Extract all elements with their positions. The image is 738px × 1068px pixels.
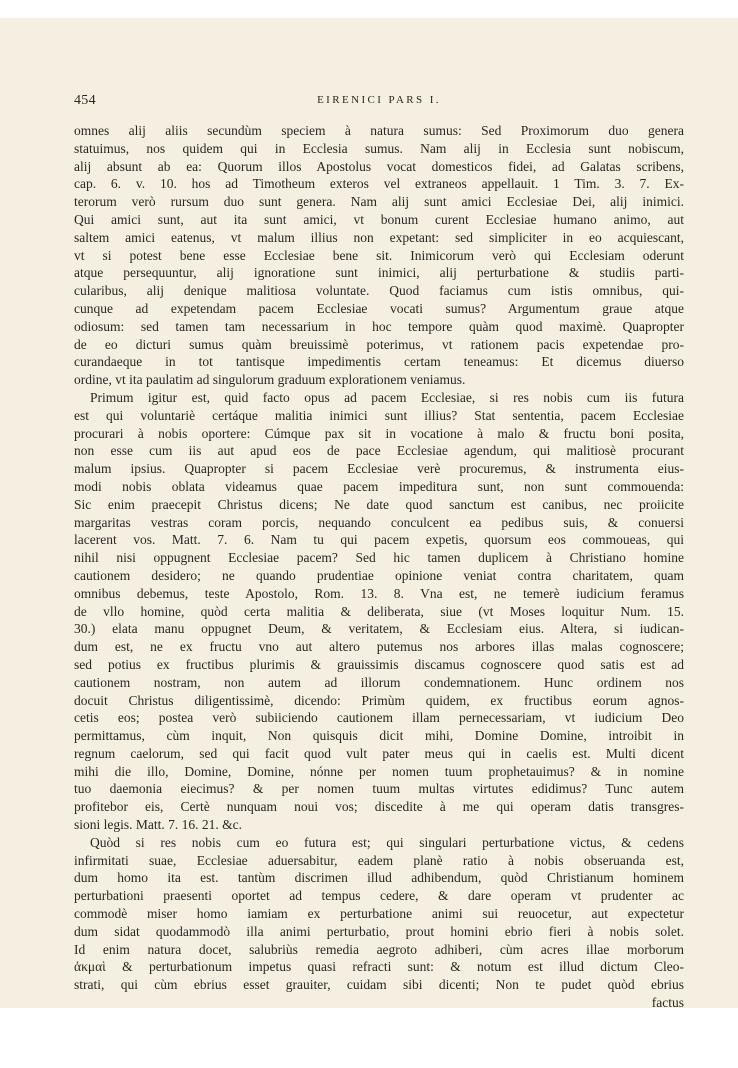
text-line: nihil nisi oppugnent Ecclesiae pacem? Sed hic tamen duplicem à Christiano homine [74, 550, 684, 566]
page-number: 454 [74, 93, 96, 108]
text-line: est qui voluntariè certáque malitia inimici sunt illius? Stat sententia, pacem Ecclesiae [74, 407, 684, 423]
text-line: cap. 6. v. 10. hos ad Timotheum exteros vel extraneos appellauit. 1 Tim. 3. 7. Ex- [74, 176, 684, 192]
text-line: cularibus, alij denique malitiosa voluntate. Quod faciamus cum istis omnibus, qui- [74, 283, 684, 299]
text-line: saltem amici eatenus, vt malum illius non expetant: sed simpliciter in eo acquiescant, [74, 229, 684, 245]
text-line: Id enim natura docet, salubriùs remedia aegroto adhiberi, cùm acres illae morborum [74, 941, 684, 957]
text-line: profitebor eis, Certè nunquam noui vos; discedite à me qui operam datis transgres- [74, 799, 684, 815]
text-line: infirmitati suae, Ecclesiae aduersabitur, eadem planè ratio à nobis obseruanda est, [74, 852, 684, 868]
book-page [0, 18, 738, 1011]
text-line: cetis eos; postea verò subiiciendo cautionem illam pernecessariam, vt iudicium Deo [74, 710, 684, 726]
text-line: dum est, ne ex fructu vno aut altero putemus nos arbores illas malas cognoscere; [74, 639, 684, 655]
body-text [74, 122, 684, 1012]
text-line: malum ipsius. Quapropter si pacem Ecclesiae verè procuremus, & instrumenta eius- [74, 461, 684, 477]
paragraph [74, 389, 684, 834]
text-line: strati, qui cùm ebrius esset grauiter, cuidam sibi dicenti; Non te pudet quòd ebrius [74, 977, 684, 993]
catchword: factus [651, 995, 684, 1011]
text-line: perturbationi praesenti oportet ad tempus cedere, & dare operam vt prudenter ac [74, 888, 684, 904]
text-line: cautionem nostram, non autem ad illorum condemnationem. Hunc ordinem nos [74, 674, 684, 690]
text-line: Qui amici sunt, aut ita sunt amici, vt bonum curent Ecclesiae humano animo, aut [74, 211, 684, 227]
text-line: permittamus, cùm inquit, Non quisquis dicit mihi, Domine Domine, introibit in [74, 728, 684, 744]
text-line: sed potius ex fructibus plurimis & grauissimis discamus cognoscere quod satis est ad [74, 656, 684, 672]
text-line: de vllo homine, quòd certa malitia & deliberata, siue (vt Moses loquitur Num. 15. [74, 603, 684, 619]
text-line: regnum caelorum, sed qui facit quod vult pater meus qui in caelis est. Multi dicent [74, 745, 684, 761]
text-line: modi nobis oblata videamus quae pacem impeditura sunt, non sunt commouenda: [74, 478, 684, 494]
text-line: 30.) elata manu oppugnet Deum, & veritatem, & Ecclesiam eius. Altera, si iudican- [74, 621, 684, 637]
text-line: sioni legis. Matt. 7. 16. 21. &c. [74, 817, 242, 833]
paragraph [74, 122, 684, 389]
text-line: non esse cum iis aut apud eos de pace Ecclesiae agendum, qui malitiosè procurant [74, 443, 684, 459]
text-line: Quòd si res nobis cum eo futura est; qui singulari perturbatione victus, & cedens [90, 834, 684, 850]
text-line: omnibus debemus, teste Apostolo, Rom. 13. 8. Vna est, ne temerè iudicium feramus [74, 585, 684, 601]
text-line: mihi die illo, Domine, Domine, nónne per nomen tuum prophetauimus? & in nomine [74, 763, 684, 779]
text-line: odiosum: sed tamen tam necessarium in hoc tempore quàm quod maximè. Quapropter [74, 318, 684, 334]
text-line: docuit Christus diligentissimè, dicendo: Primùm quidem, ex fructibus eorum agnos- [74, 692, 684, 708]
text-line: tuo daemonia eiecimus? & per nomen tuum multas virtutes edidimus? Tunc autem [74, 781, 684, 797]
text-line: alij absunt ab ea: Quorum illos Apostolus vocat domesticos fidei, ad Galatas scribens, [74, 158, 684, 174]
text-line: ἀκμαὶ & perturbationum impetus quasi refracti sunt: & notum est illud dictum Cleo- [74, 959, 684, 975]
text-line: de eo dicturi sumus quàm breuissimè poterimus, vt rationem pacis expetendae pro- [74, 336, 684, 352]
text-line: atque persequuntur, alij ignoratione sunt inimici, alij perturbatione & studiis parti- [74, 265, 684, 281]
text-line: curandaeque in tot tantisque impedimentis certam teneamus: Et dicemus diuerso [74, 354, 684, 370]
text-line: vt si potest bene esse Ecclesiae bene sit. Inimicorum verò qui Ecclesiam oderunt [74, 247, 684, 263]
text-line: cautionem desidero; ne quando prudentiae opinione veniat contra charitatem, quam [74, 567, 684, 583]
text-line: cunque ad expetendam pacem Ecclesiae vocati sumus? Argumentum graue atque [74, 300, 684, 316]
page-header [74, 93, 684, 113]
text-line: commodè miser homo iamiam ex perturbatione animi sui reuocetur, aut expectetur [74, 906, 684, 922]
text-line: Primum igitur est, quid facto opus ad pacem Ecclesiae, si res nobis cum iis futura [90, 389, 684, 405]
text-line: statuimus, nos quidem qui in Ecclesia sumus. Nam alij in Ecclesia sunt nobiscum, [74, 140, 684, 156]
text-line: margaritas vestras coram porcis, nequando conculcent ea pedibus suis, & conuersi [74, 514, 684, 530]
text-line: lacerent vos. Matt. 7. 6. Nam tu qui pacem expetis, quorsum eos commoueas, qui [74, 532, 684, 548]
running-head: EIRENICI PARS I. [317, 94, 441, 106]
text-line: Sic enim praecepit Christus dicens; Ne date quod sanctum est canibus, nec proiicite [74, 496, 684, 512]
text-line: omnes alij aliis secundùm speciem à natura sumus: Sed Proximorum duo genera [74, 123, 684, 138]
text-line: procurari à nobis oportere: Cúmque pax sit in vocatione à malo & fructu boni posita, [74, 425, 684, 441]
text-line: dum homo ita est. tantùm discrimen illud adhibendum, quòd Christianum hominem [74, 870, 684, 886]
text-line: ordine, vt ita paulatim ad singulorum graduum explorationem veniamus. [74, 372, 466, 388]
text-line: dum sidat quodammodò illa animi perturbatio, prout homini ebrio fieri à nobis solet. [74, 923, 684, 939]
paragraph [74, 834, 684, 994]
text-line: terorum verò rursum duo sunt genera. Nam alij sunt amici Ecclesiae Dei, alij inimici. [74, 194, 684, 210]
